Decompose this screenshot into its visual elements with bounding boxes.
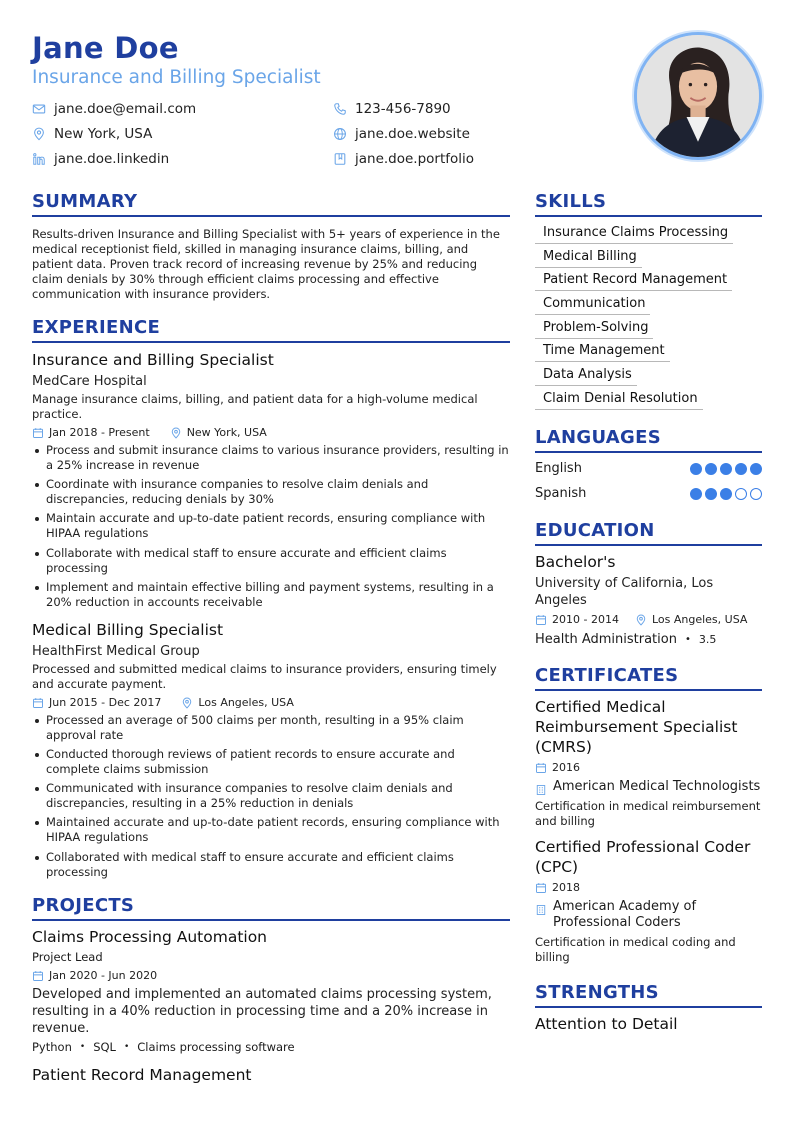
project-description: Developed and implemented an automated claims processing system, resulting in a 40% reduction in processing time and a 20% increase in revenue. — [32, 986, 492, 1036]
skill-tag: Data Analysis — [535, 366, 637, 386]
contact-website[interactable] — [333, 125, 470, 143]
list-item: Maintain accurate and up-to-date patient records, ensuring compliance with HIPAA regulations — [32, 511, 510, 541]
certificate-meta — [535, 881, 762, 895]
skill-tag: Patient Record Management — [535, 271, 732, 291]
projects-heading: PROJECTS — [32, 894, 510, 921]
strengths-heading: STRENGTHS — [535, 981, 762, 1008]
education-field: Health Administration — [535, 631, 677, 647]
level-dot-filled — [720, 488, 732, 500]
certificate-item — [535, 837, 762, 965]
education-meta — [535, 613, 762, 627]
certificate-title: Certified Medical Reimbursement Specialist (CMRS) — [535, 697, 738, 756]
certificate-org: American Academy of Professional Coders — [553, 898, 697, 931]
skills-list — [535, 224, 762, 410]
experience-section — [32, 316, 510, 880]
resume-header — [32, 30, 772, 170]
building-icon — [535, 784, 547, 796]
website-text: jane.doe.website — [355, 126, 470, 142]
strength-item: Attention to Detail — [535, 1014, 678, 1033]
profile-photo — [634, 32, 762, 160]
experience-heading: EXPERIENCE — [32, 316, 510, 343]
list-item: Implement and maintain effective billing and payment systems, resulting in a 20% reduction in accounts receivable — [32, 580, 510, 610]
project-tag: SQL — [93, 1039, 116, 1054]
language-name: Spanish — [535, 485, 587, 501]
calendar-icon — [32, 970, 44, 982]
education-field-row: Health Administration • 3.5 — [535, 631, 717, 647]
level-dot-filled — [690, 463, 702, 475]
list-item: Process and submit insurance claims to various insurance providers, resulting in a 25% increase in revenue — [32, 443, 510, 473]
summary-section — [32, 190, 510, 302]
project-role: Project Lead — [32, 949, 103, 964]
job-bullets — [32, 443, 510, 610]
project-dates: Jan 2020 - Jun 2020 — [49, 968, 158, 982]
job-description: Processed and submitted medical claims to insurance providers, ensuring timely and accurate payment. — [32, 661, 497, 691]
list-item: Processed an average of 500 claims per month, resulting in a 95% claim approval rate — [32, 713, 510, 743]
certificates-section — [535, 664, 762, 965]
languages-heading: LANGUAGES — [535, 426, 762, 453]
job-title: Medical Billing Specialist — [32, 620, 224, 639]
certificate-item — [535, 697, 762, 829]
level-dot-filled — [690, 488, 702, 500]
list-item: Collaborate with medical staff to ensure accurate and efficient claims processing — [32, 546, 510, 576]
profile-photo-illustration — [637, 35, 759, 157]
education-school: University of California, Los Angeles — [535, 575, 714, 608]
location-pin-icon — [635, 614, 647, 626]
linkedin-text: jane.doe.linkedin — [54, 151, 170, 167]
job-bullets — [32, 713, 510, 880]
skills-section — [535, 190, 762, 410]
job-meta — [32, 426, 510, 440]
skill-tag: Communication — [535, 295, 650, 315]
job-dates: Jan 2018 - Present — [49, 426, 150, 439]
job-location: New York, USA — [186, 426, 267, 439]
level-dot-empty — [735, 488, 747, 500]
mail-icon — [32, 102, 46, 116]
certificate-org-row — [535, 899, 762, 932]
summary-text: Results-driven Insurance and Billing Specialist with 5+ years of experience in the medical receptionist field, skilled in managing insurance claims, billing, and patient data. Proven track record of increasing revenue by 25% and reducing claim denials by 30% through efficient claims processing and effective communication with insurance providers. — [32, 227, 500, 301]
phone-icon — [333, 102, 347, 116]
calendar-icon — [535, 882, 547, 894]
globe-icon — [333, 127, 347, 141]
language-row — [535, 460, 762, 478]
list-item: Collaborated with medical staff to ensure accurate and efficient claims processing — [32, 850, 510, 880]
skill-tag: Problem-Solving — [535, 319, 653, 339]
certificate-year: 2018 — [552, 880, 580, 894]
project-item — [32, 1065, 510, 1086]
certificate-description: Certification in medical reimbursement and billing — [535, 798, 761, 828]
skill-tag: Medical Billing — [535, 248, 642, 268]
list-item: Conducted thorough reviews of patient records to ensure accurate and complete claims submission — [32, 747, 510, 777]
skill-tag: Claim Denial Resolution — [535, 390, 703, 410]
building-icon — [535, 904, 547, 916]
candidate-name: Jane Doe — [32, 31, 179, 65]
education-section — [535, 519, 762, 648]
summary-heading: SUMMARY — [32, 190, 510, 217]
level-dot-filled — [735, 463, 747, 475]
certificate-meta — [535, 761, 762, 775]
contact-email[interactable] — [32, 100, 196, 118]
certificate-year: 2016 — [552, 760, 580, 774]
strengths-section — [535, 981, 762, 1035]
job-dates: Jun 2015 - Dec 2017 — [49, 695, 162, 709]
language-row — [535, 485, 762, 503]
languages-section — [535, 426, 762, 503]
portfolio-text: jane.doe.portfolio — [355, 151, 475, 167]
list-item: Coordinate with insurance companies to resolve claim denials and discrepancies, reducing denials by 30% — [32, 477, 510, 507]
education-heading: EDUCATION — [535, 519, 762, 546]
certificate-title: Certified Professional Coder (CPC) — [535, 837, 751, 876]
calendar-icon — [535, 614, 547, 626]
calendar-icon — [32, 697, 44, 709]
contact-linkedin[interactable] — [32, 150, 169, 168]
right-column — [535, 190, 762, 1035]
phone-text: 123-456-7890 — [355, 101, 451, 117]
project-item — [32, 927, 510, 1055]
level-dot-filled — [705, 463, 717, 475]
language-level — [687, 488, 762, 500]
project-title: Patient Record Management — [32, 1065, 252, 1084]
location-pin-icon — [170, 427, 182, 439]
skill-tag: Insurance Claims Processing — [535, 224, 733, 244]
education-dates: 2010 - 2014 — [552, 612, 619, 626]
job-location: Los Angeles, USA — [198, 695, 294, 709]
contact-portfolio[interactable] — [333, 150, 474, 168]
left-column — [32, 190, 510, 1086]
contact-location — [32, 125, 152, 143]
contact-phone[interactable] — [333, 100, 451, 118]
project-tag: Python — [32, 1039, 72, 1054]
project-title: Claims Processing Automation — [32, 927, 268, 946]
skill-tag: Time Management — [535, 342, 670, 362]
calendar-icon — [32, 427, 44, 439]
job-description: Manage insurance claims, billing, and patient data for a high-volume medical practice. — [32, 392, 478, 421]
linkedin-icon — [32, 152, 46, 166]
education-location: Los Angeles, USA — [651, 612, 748, 626]
job-company: HealthFirst Medical Group — [32, 643, 200, 659]
location-text: New York, USA — [54, 126, 153, 142]
certificate-description: Certification in medical coding and billing — [535, 934, 736, 964]
projects-section — [32, 894, 510, 1086]
job-meta — [32, 696, 510, 710]
education-degree: Bachelor's — [535, 552, 616, 571]
education-gpa: 3.5 — [698, 632, 717, 646]
calendar-icon — [535, 762, 547, 774]
level-dot-filled — [705, 488, 717, 500]
list-item: Maintained accurate and up-to-date patient records, ensuring compliance with HIPAA regulations — [32, 815, 510, 845]
certificate-org-row — [535, 779, 762, 796]
certificates-heading: CERTIFICATES — [535, 664, 762, 691]
level-dot-filled — [720, 463, 732, 475]
list-item: Communicated with insurance companies to resolve claim denials and discrepancies, resulting in a 25% reduction in denials — [32, 781, 510, 811]
location-pin-icon — [181, 697, 193, 709]
project-meta — [32, 969, 510, 983]
level-dot-empty — [750, 488, 762, 500]
skills-heading: SKILLS — [535, 190, 762, 217]
experience-item — [32, 620, 510, 880]
project-tag: Claims processing software — [137, 1039, 295, 1054]
language-name: English — [535, 460, 582, 476]
job-title: Insurance and Billing Specialist — [32, 351, 274, 369]
job-company: MedCare Hospital — [32, 374, 147, 389]
email-text: jane.doe@email.com — [54, 101, 197, 117]
location-pin-icon — [32, 127, 46, 141]
bookmark-icon — [333, 152, 347, 166]
experience-item — [32, 350, 510, 610]
certificate-org: American Medical Technologists — [553, 778, 761, 794]
project-tags: Python • SQL • Claims processing software — [32, 1039, 295, 1054]
candidate-title: Insurance and Billing Specialist — [32, 67, 321, 88]
language-level — [687, 463, 762, 475]
level-dot-filled — [750, 463, 762, 475]
